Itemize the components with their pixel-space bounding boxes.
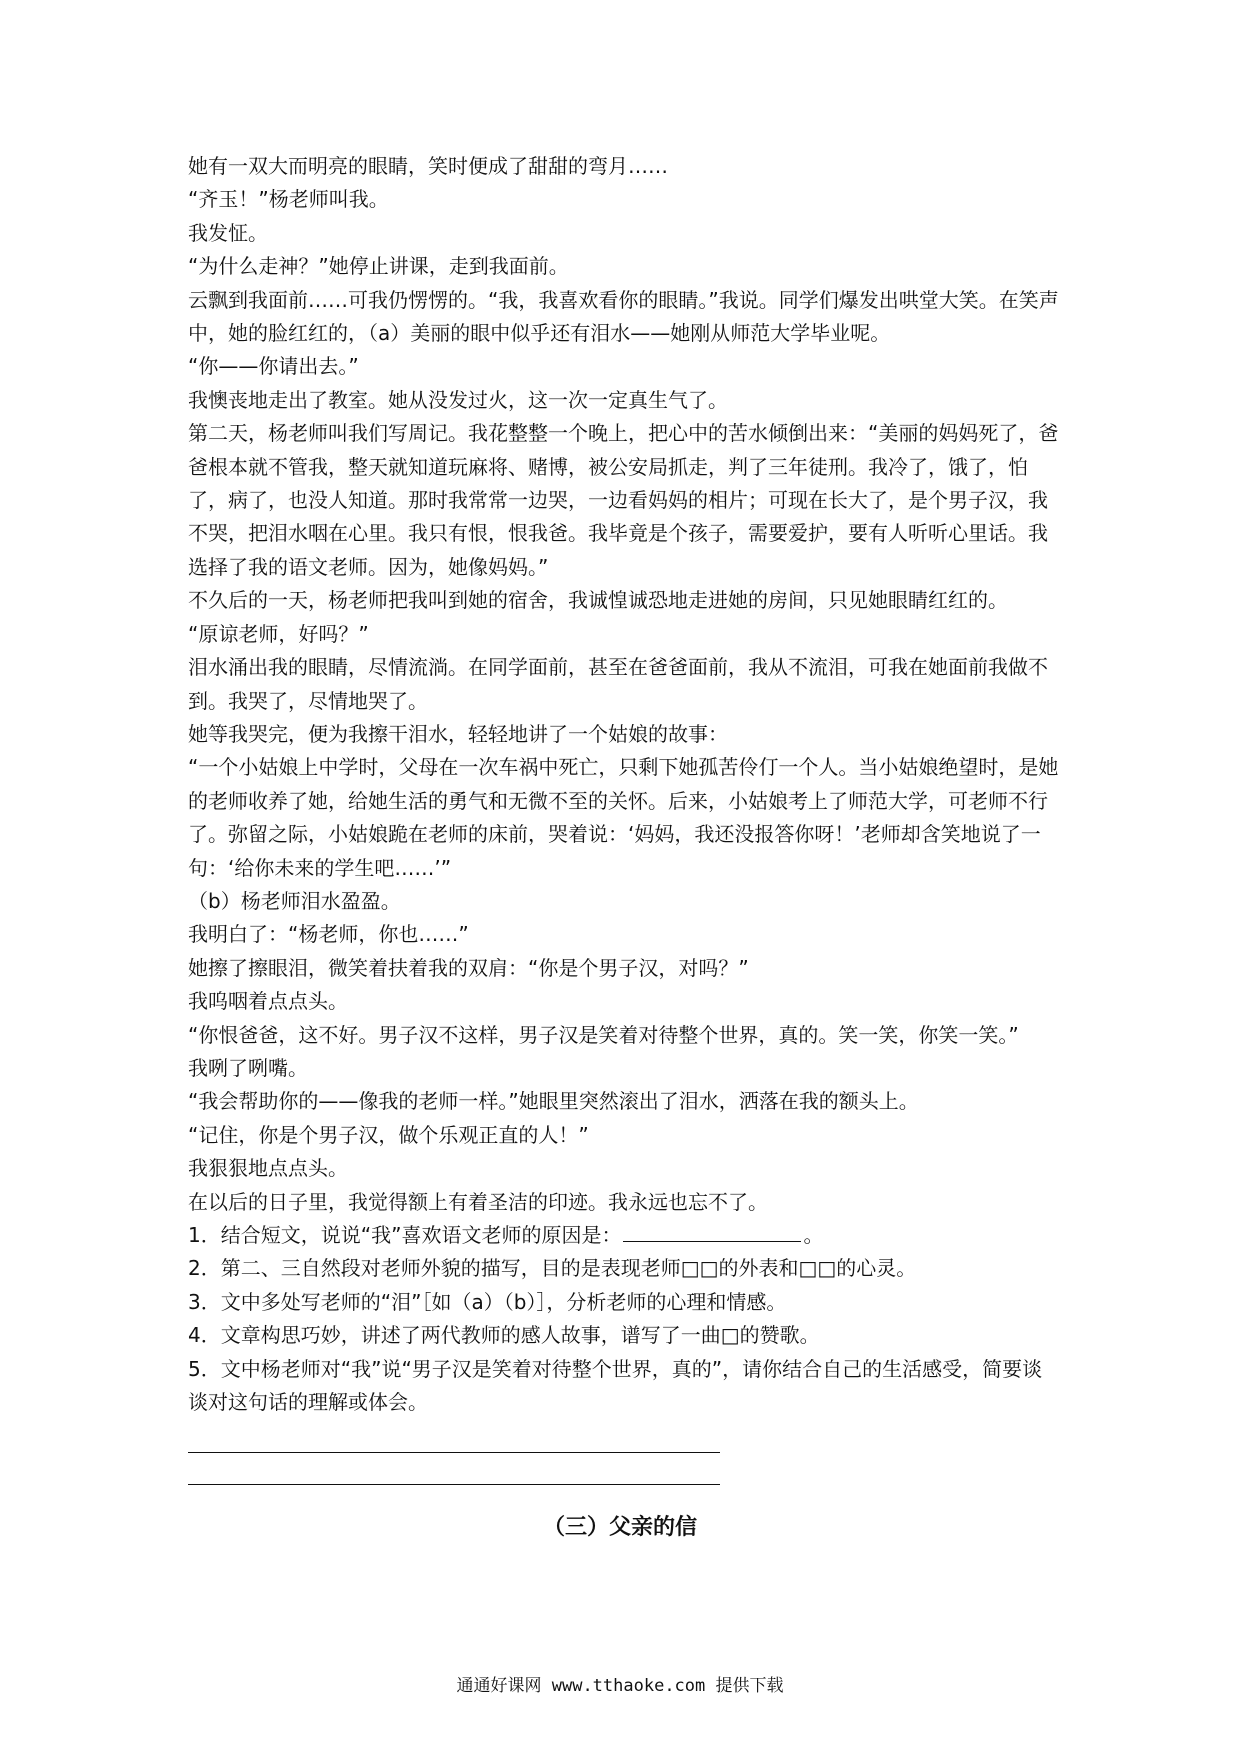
paragraph: 我懊丧地走出了教室。她从没发过火，这一次一定真生气了。: [188, 387, 728, 412]
paragraph: “我会帮助你的——像我的老师一样。”她眼里突然滚出了泪水，洒落在我的额头上。: [188, 1089, 919, 1114]
page-footer: 通通好课网 www.tthaoke.com 提供下载: [456, 1676, 784, 1696]
paragraph: 她擦了擦眼泪，微笑着扶着我的双肩：“你是个男子汉，对吗？”: [188, 955, 749, 980]
paragraph: 泪水涌出我的眼睛，尽情流淌。在同学面前，甚至在爸爸面前，我从不流泪，可我在她面前我做不到。我哭了，尽情地哭了。: [188, 655, 1048, 713]
question-1-text: 1．结合短文，说说“我”喜欢语文老师的原因是：: [188, 1223, 622, 1247]
paragraph: 我明白了：“杨老师，你也……”: [188, 922, 469, 947]
answer-line[interactable]: [188, 1484, 720, 1485]
paragraph: 第二天，杨老师叫我们写周记。我花整整一个晚上，把心中的苦水倾倒出来：“美丽的妈妈死了，爸爸根本就不管我，整天就知道玩麻将、赌博，被公安局抓走，判了三年徒刑。我冷了，饿了，怕了，病了，也没人知道。那时我常常一边哭，一边看妈妈的相片；可现在长大了，是个男子汉，我不哭，把泪水咽在心里。我只有恨，恨我爸。我毕竟是个孩子，需要爱护，要有人听听心里话。我选择了我的语文老师。因为，她像妈妈。”: [188, 421, 1059, 579]
paragraph: “原谅老师，好吗？”: [188, 621, 369, 646]
paragraph: “你——你请出去。”: [188, 354, 359, 379]
paragraph: “你恨爸爸，这不好。男子汉不这样，男子汉是笑着对待整个世界，真的。笑一笑，你笑一笑。”: [188, 1022, 1019, 1047]
paragraph: 我狠狠地点点头。: [188, 1156, 348, 1181]
question-1-end: 。: [803, 1223, 824, 1247]
paragraph: 我咧了咧嘴。: [188, 1055, 308, 1080]
question-2: 2．第二、三自然段对老师外貌的描写，目的是表现老师□□的外表和□□的心灵。: [188, 1256, 917, 1281]
paragraph: 我呜咽着点点头。: [188, 989, 348, 1014]
paragraph: （b）杨老师泪水盈盈。: [188, 888, 401, 913]
paragraph: “为什么走神？”她停止讲课，走到我面前。: [188, 254, 569, 279]
question-1: [188, 1219, 1060, 1252]
paragraph: 我发怔。: [188, 220, 268, 245]
paragraph: 在以后的日子里，我觉得额上有着圣洁的印迹。我永远也忘不了。: [188, 1189, 768, 1214]
question-4: 4．文章构思巧妙，讲述了两代教师的感人故事，谱写了一曲□的赞歌。: [188, 1323, 820, 1348]
paragraph: “记住，你是个男子汉，做个乐观正直的人！”: [188, 1122, 589, 1147]
paragraph: 不久后的一天，杨老师把我叫到她的宿舍，我诚惶诚恐地走进她的房间，只见她眼睛红红的。: [188, 588, 1008, 613]
question-3: 3．文中多处写老师的“泪”［如（a）（b）］，分析老师的心理和情感。: [188, 1289, 787, 1314]
question-5: 5．文中杨老师对“我”说“男子汉是笑着对待整个世界，真的”，请你结合自己的生活感受，简要谈谈对这句话的理解或体会。: [188, 1356, 1043, 1415]
paragraph: 她等我哭完，便为我擦干泪水，轻轻地讲了一个姑娘的故事：: [188, 721, 728, 746]
paragraph: “一个小姑娘上中学时，父母在一次车祸中死亡，只剩下她孤苦伶仃一个人。当小姑娘绝望时，是她的老师收养了她，给她生活的勇气和无微不至的关怀。后来，小姑娘考上了师范大学，可老师不行了。弥留之际，小姑娘跪在老师的床前，哭着说：‘妈妈，我还没报答你呀！’老师却含笑地说了一句：‘给你未来的学生吧……’”: [188, 755, 1059, 880]
paragraph: “齐玉！”杨老师叫我。: [188, 187, 389, 212]
answer-line[interactable]: [188, 1452, 720, 1453]
paragraph: 云飘到我面前……可我仍愣愣的。“我，我喜欢看你的眼睛。”我说。同学们爆发出哄堂大笑。在笑声中，她的脸红红的，（a）美丽的眼中似乎还有泪水——她刚从师范大学毕业呢。: [188, 287, 1059, 346]
answer-blank[interactable]: [623, 1219, 801, 1242]
paragraph: 她有一双大而明亮的眼睛，笑时便成了甜甜的弯月……: [188, 154, 668, 178]
reading-passage: [188, 150, 1060, 1419]
section-title: （三）父亲的信: [542, 1515, 697, 1540]
